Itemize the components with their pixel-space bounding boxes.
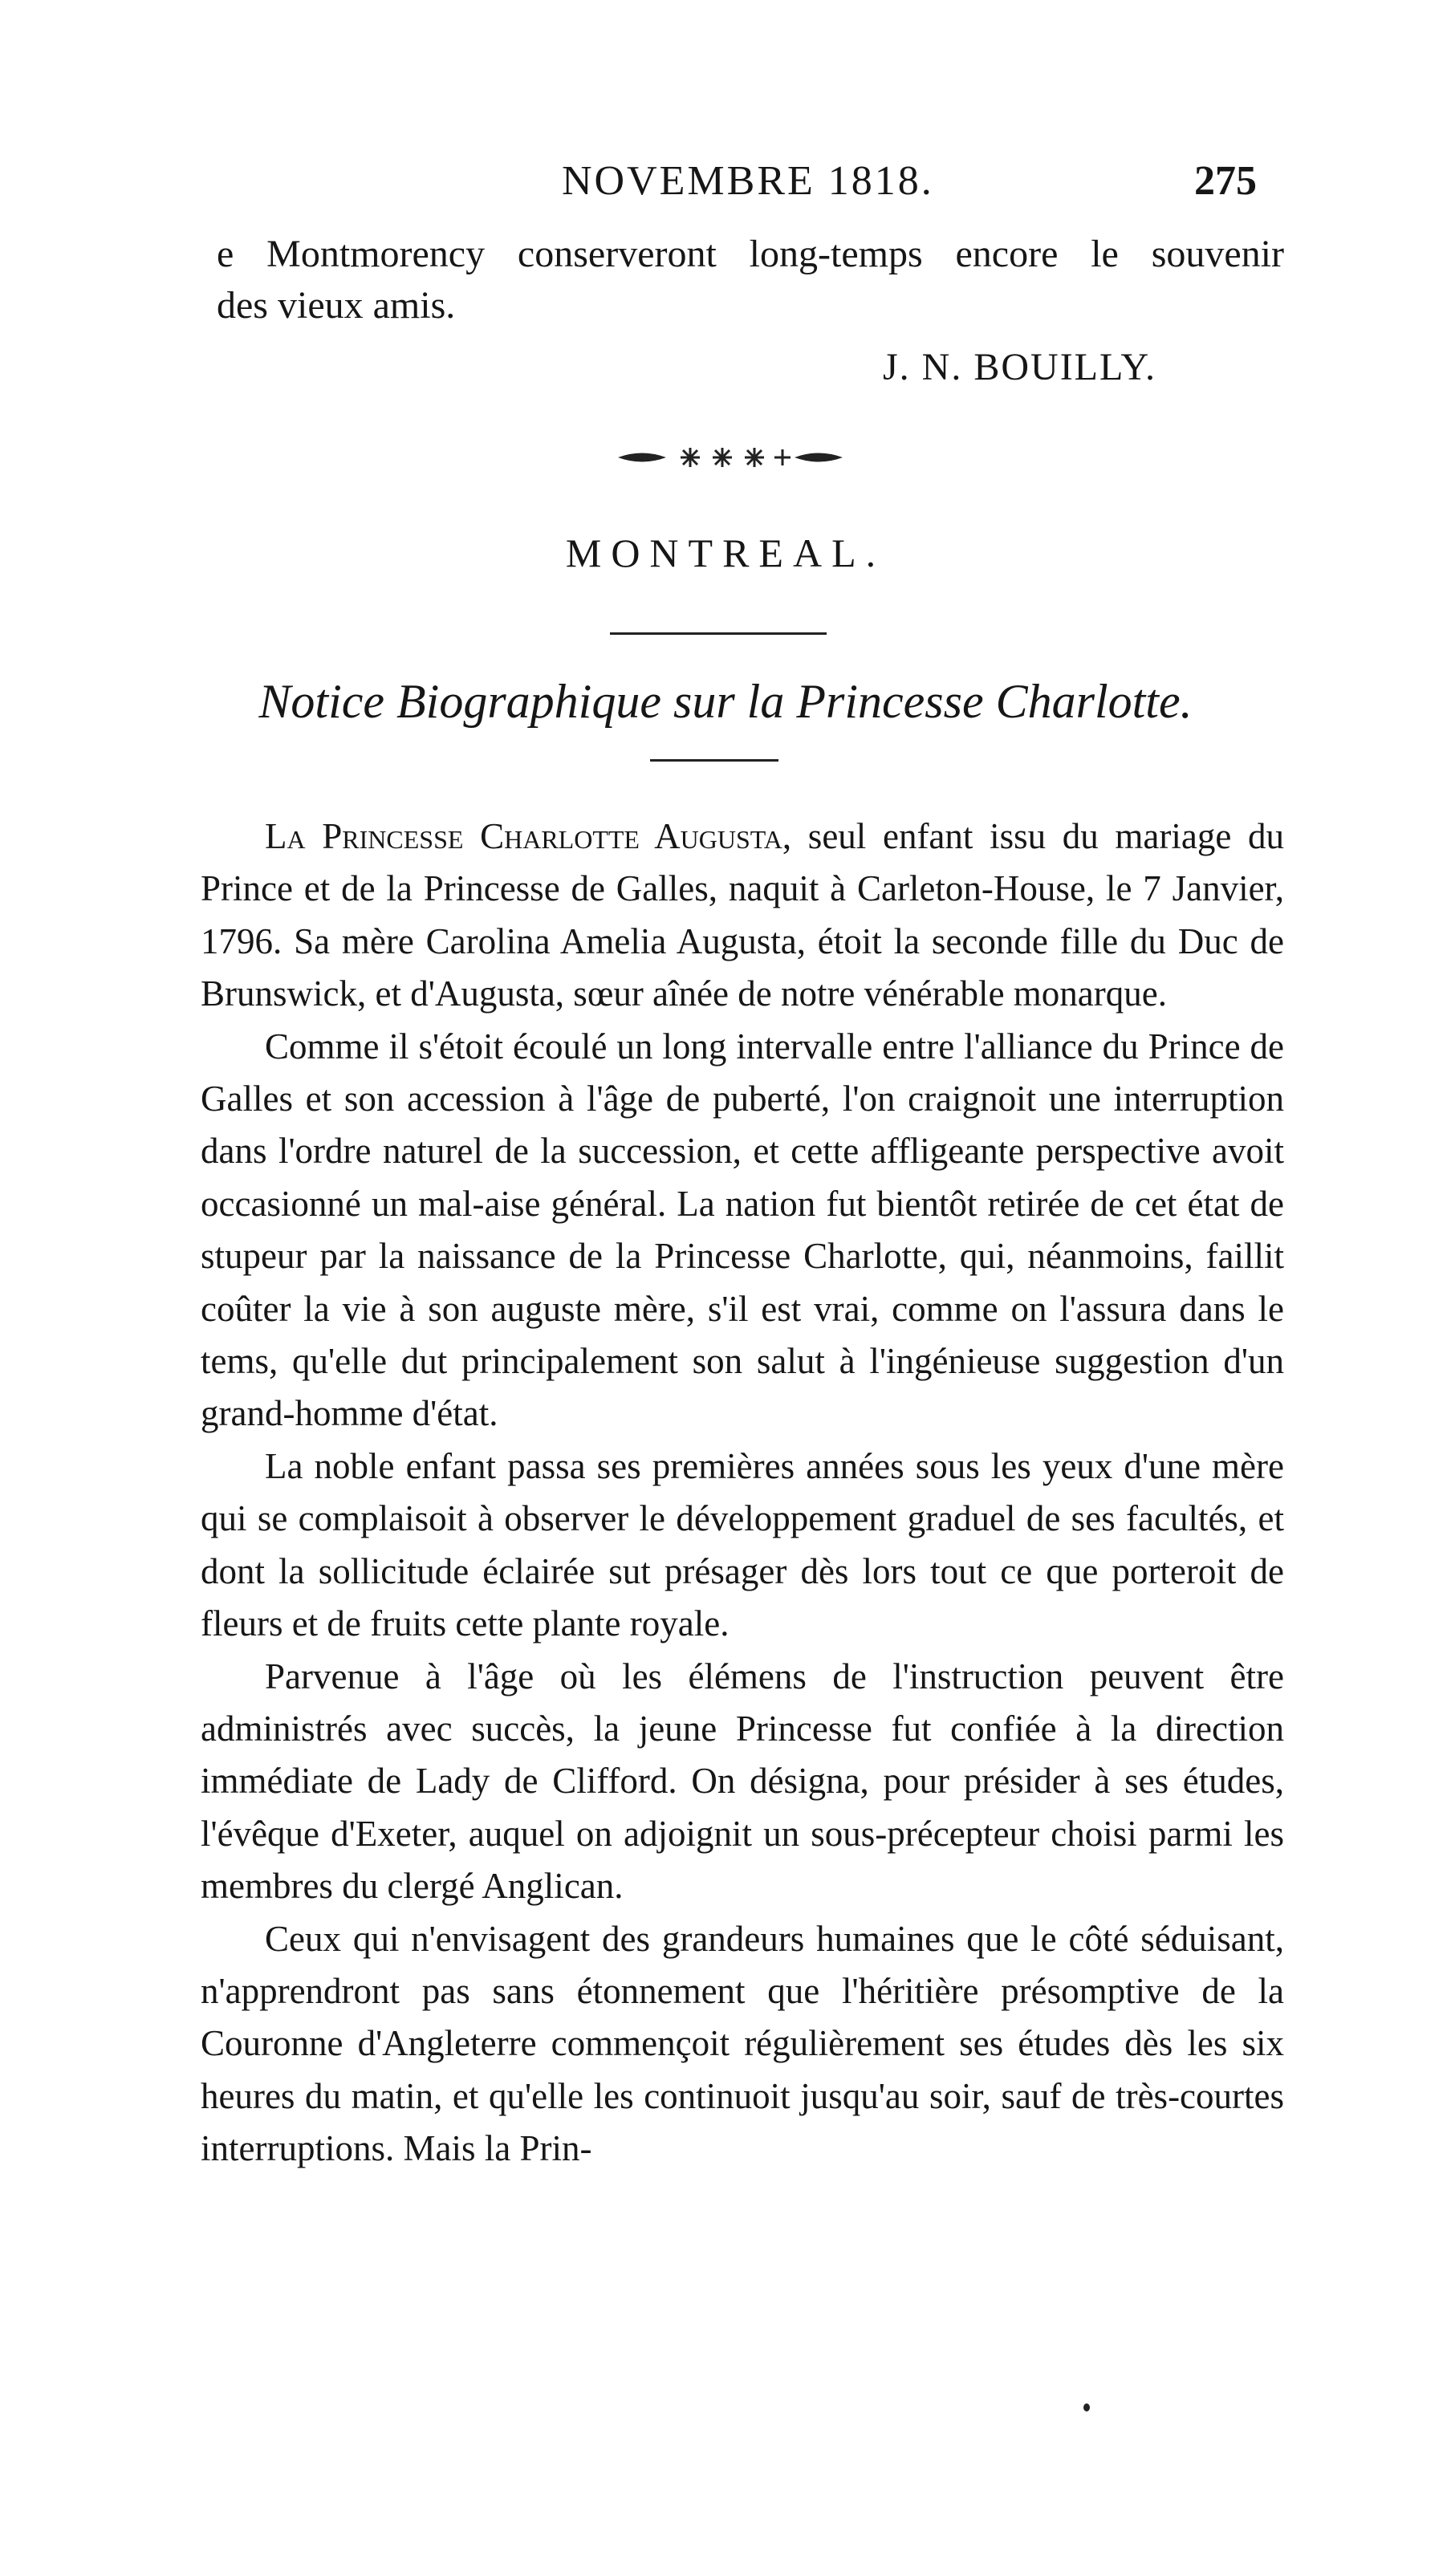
page-header: [0, 157, 1451, 213]
previous-article-line: e Montmorency conserveront long-temps encore le souvenir: [217, 233, 1284, 275]
running-head: NOVEMBRE 1818.: [562, 158, 934, 204]
paragraph: Ceux qui n'envisagent des grandeurs humaines que le côté séduisant, n'apprendront pas sans étonnement que l'héritière présomptive de la Couronne d'Angleterre commençoit régulièrement ses études dès les six heures du matin, et qu'elle les continuoit jusqu'au soir, sauf de très-courtes interruptions. Mais la Prin-: [201, 1918, 1284, 2169]
divider: [650, 759, 778, 762]
paragraph-text: seul enfant issu du mariage du Prince et de la Princesse de Galles, naquit à Carleton-House, le 7 Janvier, 1796. Sa mère Carolina Amelia Augusta, étoit la seconde fille du Duc de Brunswick, et d'Augusta, sœur aînée de notre vénérable monarque.: [201, 816, 1285, 1014]
paragraph: Parvenue à l'âge où les élémens de l'instruction peuvent être administrés avec succès, la jeune Princesse fut confiée à la direction immédiate de Lady de Clifford. On désigna, pour présider à ses études, l'évêque d'Exeter, auquel on adjoignit un sous-précepteur choisi parmi les membres du clergé Anglican.: [201, 1656, 1284, 1907]
paragraph: Comme il s'étoit écoulé un long intervalle entre l'alliance du Prince de Galles et son accession à l'âge de puberté, l'on craignoit une interruption dans l'ordre naturel de la succession, et cette affligeante perspective avoit occasionné un mal-aise général. La nation fut bientôt retirée de cet état de stupeur par la naissance de la Princesse Charlotte, qui, néanmoins, faillit coûter la vie à son auguste mère, s'il est vrai, comme on l'assura dans le tems, qu'elle dut principalement son salut à l'ingénieuse suggestion d'un grand-homme d'état.: [201, 1026, 1284, 1434]
divider: [610, 632, 827, 635]
lead-small-caps: La Princesse Charlotte Augusta,: [265, 816, 792, 856]
paragraph: [201, 811, 1284, 1021]
ink-speck: [1083, 2403, 1090, 2411]
previous-article-ending: [217, 229, 1284, 331]
paragraph: La noble enfant passa ses premières années sous les yeux d'une mère qui se complaisoit à observer le développement graduel de ses facultés, et dont la sollicitude éclairée sut présager dès lors tout ce que porteroit de fleurs et de fruits cette plante royale.: [201, 1445, 1284, 1644]
article-body: [201, 811, 1284, 2176]
article-title: Notice Biographique sur la Princesse Charlotte.: [258, 675, 1193, 728]
star-ornament-icon: [610, 437, 851, 477]
section-title: MONTREAL.: [565, 530, 886, 575]
page-number: 275: [1194, 158, 1257, 204]
author-signature: J. N. BOUILLY.: [883, 346, 1156, 388]
previous-article-line: des vieux amis.: [217, 284, 456, 327]
